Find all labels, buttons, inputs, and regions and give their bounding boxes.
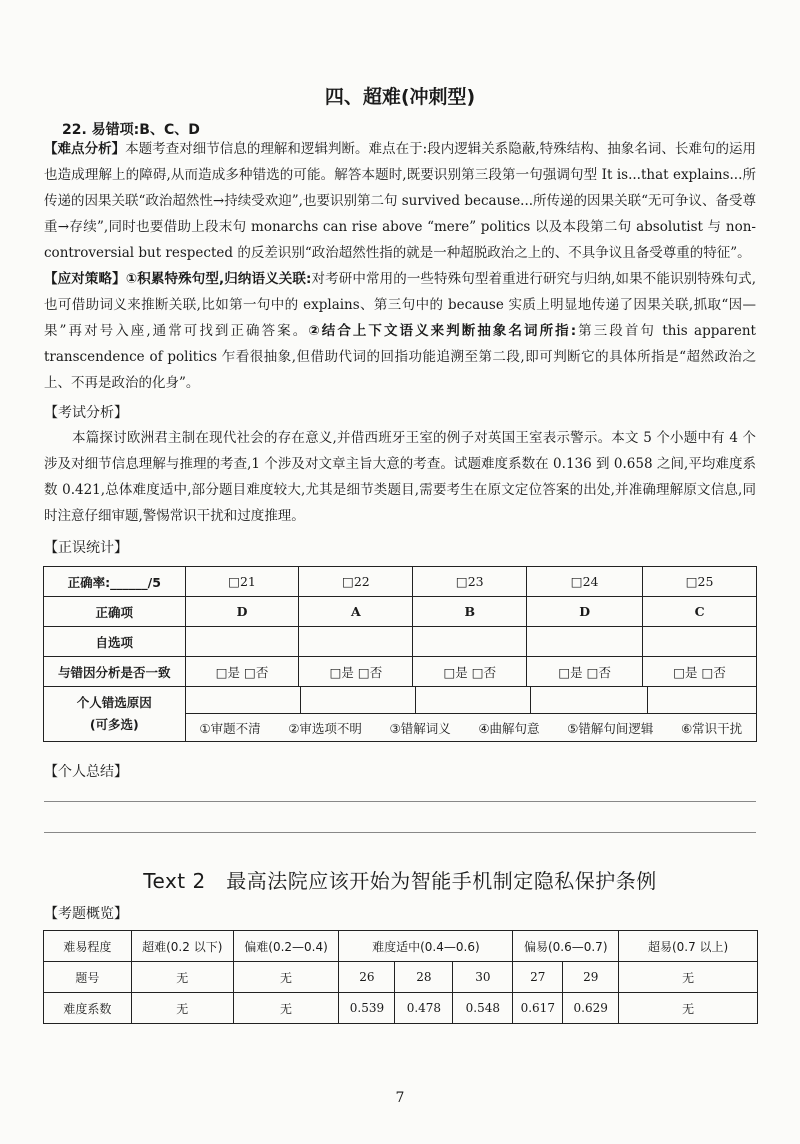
self-choice-25[interactable] — [643, 627, 757, 657]
reason-option[interactable]: ④曲解句意 — [478, 720, 540, 736]
reason-option[interactable]: ③错解词义 — [389, 720, 451, 736]
reason-blank-22[interactable] — [301, 687, 416, 713]
difficulty-label: 【难点分析】 — [44, 141, 126, 157]
question-number: 26 — [339, 962, 395, 993]
super-easy-values: 无 — [619, 993, 758, 1024]
self-choice-label: 自选项 — [44, 627, 186, 657]
level-easy: 偏易(0.6—0.7) — [513, 931, 619, 962]
table-row — [44, 993, 758, 1024]
answer-23: B — [413, 597, 527, 627]
answer-25: C — [643, 597, 757, 627]
consistency-21[interactable]: □是 □否 — [185, 657, 299, 687]
difficulty-level-label: 难易程度 — [44, 931, 132, 962]
question-number: 28 — [395, 962, 453, 993]
difficulty-value: 0.548 — [453, 993, 513, 1024]
accuracy-label: 正确率:______/5 — [44, 567, 186, 597]
strategy-point-1-title: ①积累特殊句型,归纳语义关联: — [125, 271, 312, 287]
answer-22: A — [299, 597, 413, 627]
reason-label-line-1: 个人错选原因 — [76, 695, 152, 710]
strategy-point-2-text: 第三段首句 this apparent transcendence of politics 乍看很抽象,但借助代词的回指功能追溯至第二段,即可判断它的具体所指是“超然政治之上、不再是政治的化身”。 — [44, 323, 756, 391]
question-25[interactable]: □25 — [643, 567, 757, 597]
difficulty-value: 0.478 — [395, 993, 453, 1024]
table-row — [44, 597, 757, 627]
reason-label — [44, 687, 186, 742]
difficulty-analysis — [44, 136, 756, 266]
table-row — [44, 687, 757, 742]
text2-heading: 最高法院应该开始为智能手机制定隐私保护条例 — [226, 869, 657, 893]
question-23[interactable]: □23 — [413, 567, 527, 597]
stats-heading: 【正误统计】 — [44, 540, 128, 556]
difficulty-value: 0.629 — [563, 993, 619, 1024]
table-row — [44, 567, 757, 597]
question-number: 27 — [513, 962, 563, 993]
table-row — [44, 627, 757, 657]
difficulty-value: 0.539 — [339, 993, 395, 1024]
strategy-label: 【应对策略】 — [44, 271, 126, 287]
self-choice-22[interactable] — [299, 627, 413, 657]
level-super-easy: 超易(0.7 以上) — [619, 931, 758, 962]
correct-label: 正确项 — [44, 597, 186, 627]
strategy-point-1-text: 对考研中常用的一些特殊句型着重进行研究与归纳,如果不能识别特殊句式,也可借助词义来推断关联,比如第一句中的 explains、第三句中的 because 实质上明显地传递了因果关联,抓取“因—果”再对号入座,通常可找到正确答案。 — [44, 271, 756, 339]
consistency-22[interactable]: □是 □否 — [299, 657, 413, 687]
self-choice-24[interactable] — [527, 627, 643, 657]
reason-option[interactable]: ⑥常识干扰 — [680, 720, 743, 736]
overview-table — [43, 930, 758, 1024]
summary-line-1[interactable] — [44, 801, 756, 802]
summary-heading: 【个人总结】 — [44, 764, 128, 780]
hard-values: 无 — [233, 993, 339, 1024]
reason-label-line-2: (可多选) — [89, 717, 139, 732]
answer-24: D — [527, 597, 643, 627]
reason-cell — [185, 687, 756, 742]
reason-blank-21[interactable] — [186, 687, 301, 713]
consistency-label: 与错因分析是否一致 — [44, 657, 186, 687]
super-easy-numbers: 无 — [619, 962, 758, 993]
strategy — [44, 266, 756, 396]
question-21[interactable]: □21 — [185, 567, 299, 597]
strategy-point-2-title: ②结合上下文语义来判断抽象名词所指: — [308, 323, 577, 339]
level-hard: 偏难(0.2—0.4) — [233, 931, 339, 962]
consistency-23[interactable]: □是 □否 — [413, 657, 527, 687]
table-row — [44, 931, 758, 962]
overview-heading: 【考题概览】 — [44, 906, 128, 922]
difficulty-coefficient-label: 难度系数 — [44, 993, 132, 1024]
reason-blank-25[interactable] — [648, 687, 756, 713]
difficulty-value: 0.617 — [513, 993, 563, 1024]
page-number: 7 — [395, 1090, 405, 1106]
answer-21: D — [185, 597, 299, 627]
exam-analysis-text: 本篇探讨欧洲君主制在现代社会的存在意义,并借西班牙王室的例子对英国王室表示警示。本文 5 个小题中有 4 个涉及对细节信息理解与推理的考查,1 个涉及对文章主旨大意的考查。试题难度系数在 0.136 到 0.658 之间,平均难度系数 0.421,总体难度适中,部分题目难度较大,尤其是细节类题目,需要考生在原文定位答案的出处,并准确理解原文信息,同时注意仔细审题,警惕常识干扰和过度推理。 — [44, 430, 756, 524]
question-24[interactable]: □24 — [527, 567, 643, 597]
level-super-hard: 超难(0.2 以下) — [131, 931, 233, 962]
error-prone-options: 22. 易错项:B、C、D — [62, 122, 200, 138]
text2-label: Text 2 — [143, 869, 206, 893]
hard-numbers: 无 — [233, 962, 339, 993]
accuracy-table — [43, 566, 757, 742]
super-hard-numbers: 无 — [131, 962, 233, 993]
level-medium: 难度适中(0.4—0.6) — [339, 931, 513, 962]
reason-option[interactable]: ②审选项不明 — [288, 720, 362, 736]
reason-blank-24[interactable] — [531, 687, 648, 713]
exam-analysis-heading: 【考试分析】 — [44, 405, 128, 421]
self-choice-23[interactable] — [413, 627, 527, 657]
question-number: 30 — [453, 962, 513, 993]
reason-option[interactable]: ⑤错解句间逻辑 — [567, 720, 654, 736]
summary-line-2[interactable] — [44, 832, 756, 833]
question-number-label: 题号 — [44, 962, 132, 993]
section-title: 四、超难(冲刺型) — [324, 86, 476, 108]
consistency-25[interactable]: □是 □否 — [643, 657, 757, 687]
question-22[interactable]: □22 — [299, 567, 413, 597]
reason-options — [186, 714, 756, 741]
super-hard-values: 无 — [131, 993, 233, 1024]
reason-blank-row — [186, 687, 756, 714]
table-row — [44, 962, 758, 993]
self-choice-21[interactable] — [185, 627, 299, 657]
question-number: 29 — [563, 962, 619, 993]
reason-option[interactable]: ①审题不清 — [199, 720, 261, 736]
text2-title — [0, 865, 800, 894]
consistency-24[interactable]: □是 □否 — [527, 657, 643, 687]
table-row — [44, 657, 757, 687]
reason-blank-23[interactable] — [416, 687, 531, 713]
difficulty-text: 本题考查对细节信息的理解和逻辑判断。难点在于:段内逻辑关系隐蔽,特殊结构、抽象名词、长难句的运用也造成理解上的障碍,从而造成多种错选的可能。解答本题时,既要识别第三段第一句强调句型 It is...that explains...所传递的因果关联“政治超然性→持续受欢迎”,也要识别第二句 survived because...所传递的因果关联“无可争议、备受尊重→存续”,同时也要借助上段末句 monarchs can rise above “mere” politics 以及本段第二句 absolutist 与 non-controversial but respected 的反差识别“政治超然性指的就是一种超脱政治之上的、不具争议且备受尊重的特征”。 — [44, 141, 757, 261]
